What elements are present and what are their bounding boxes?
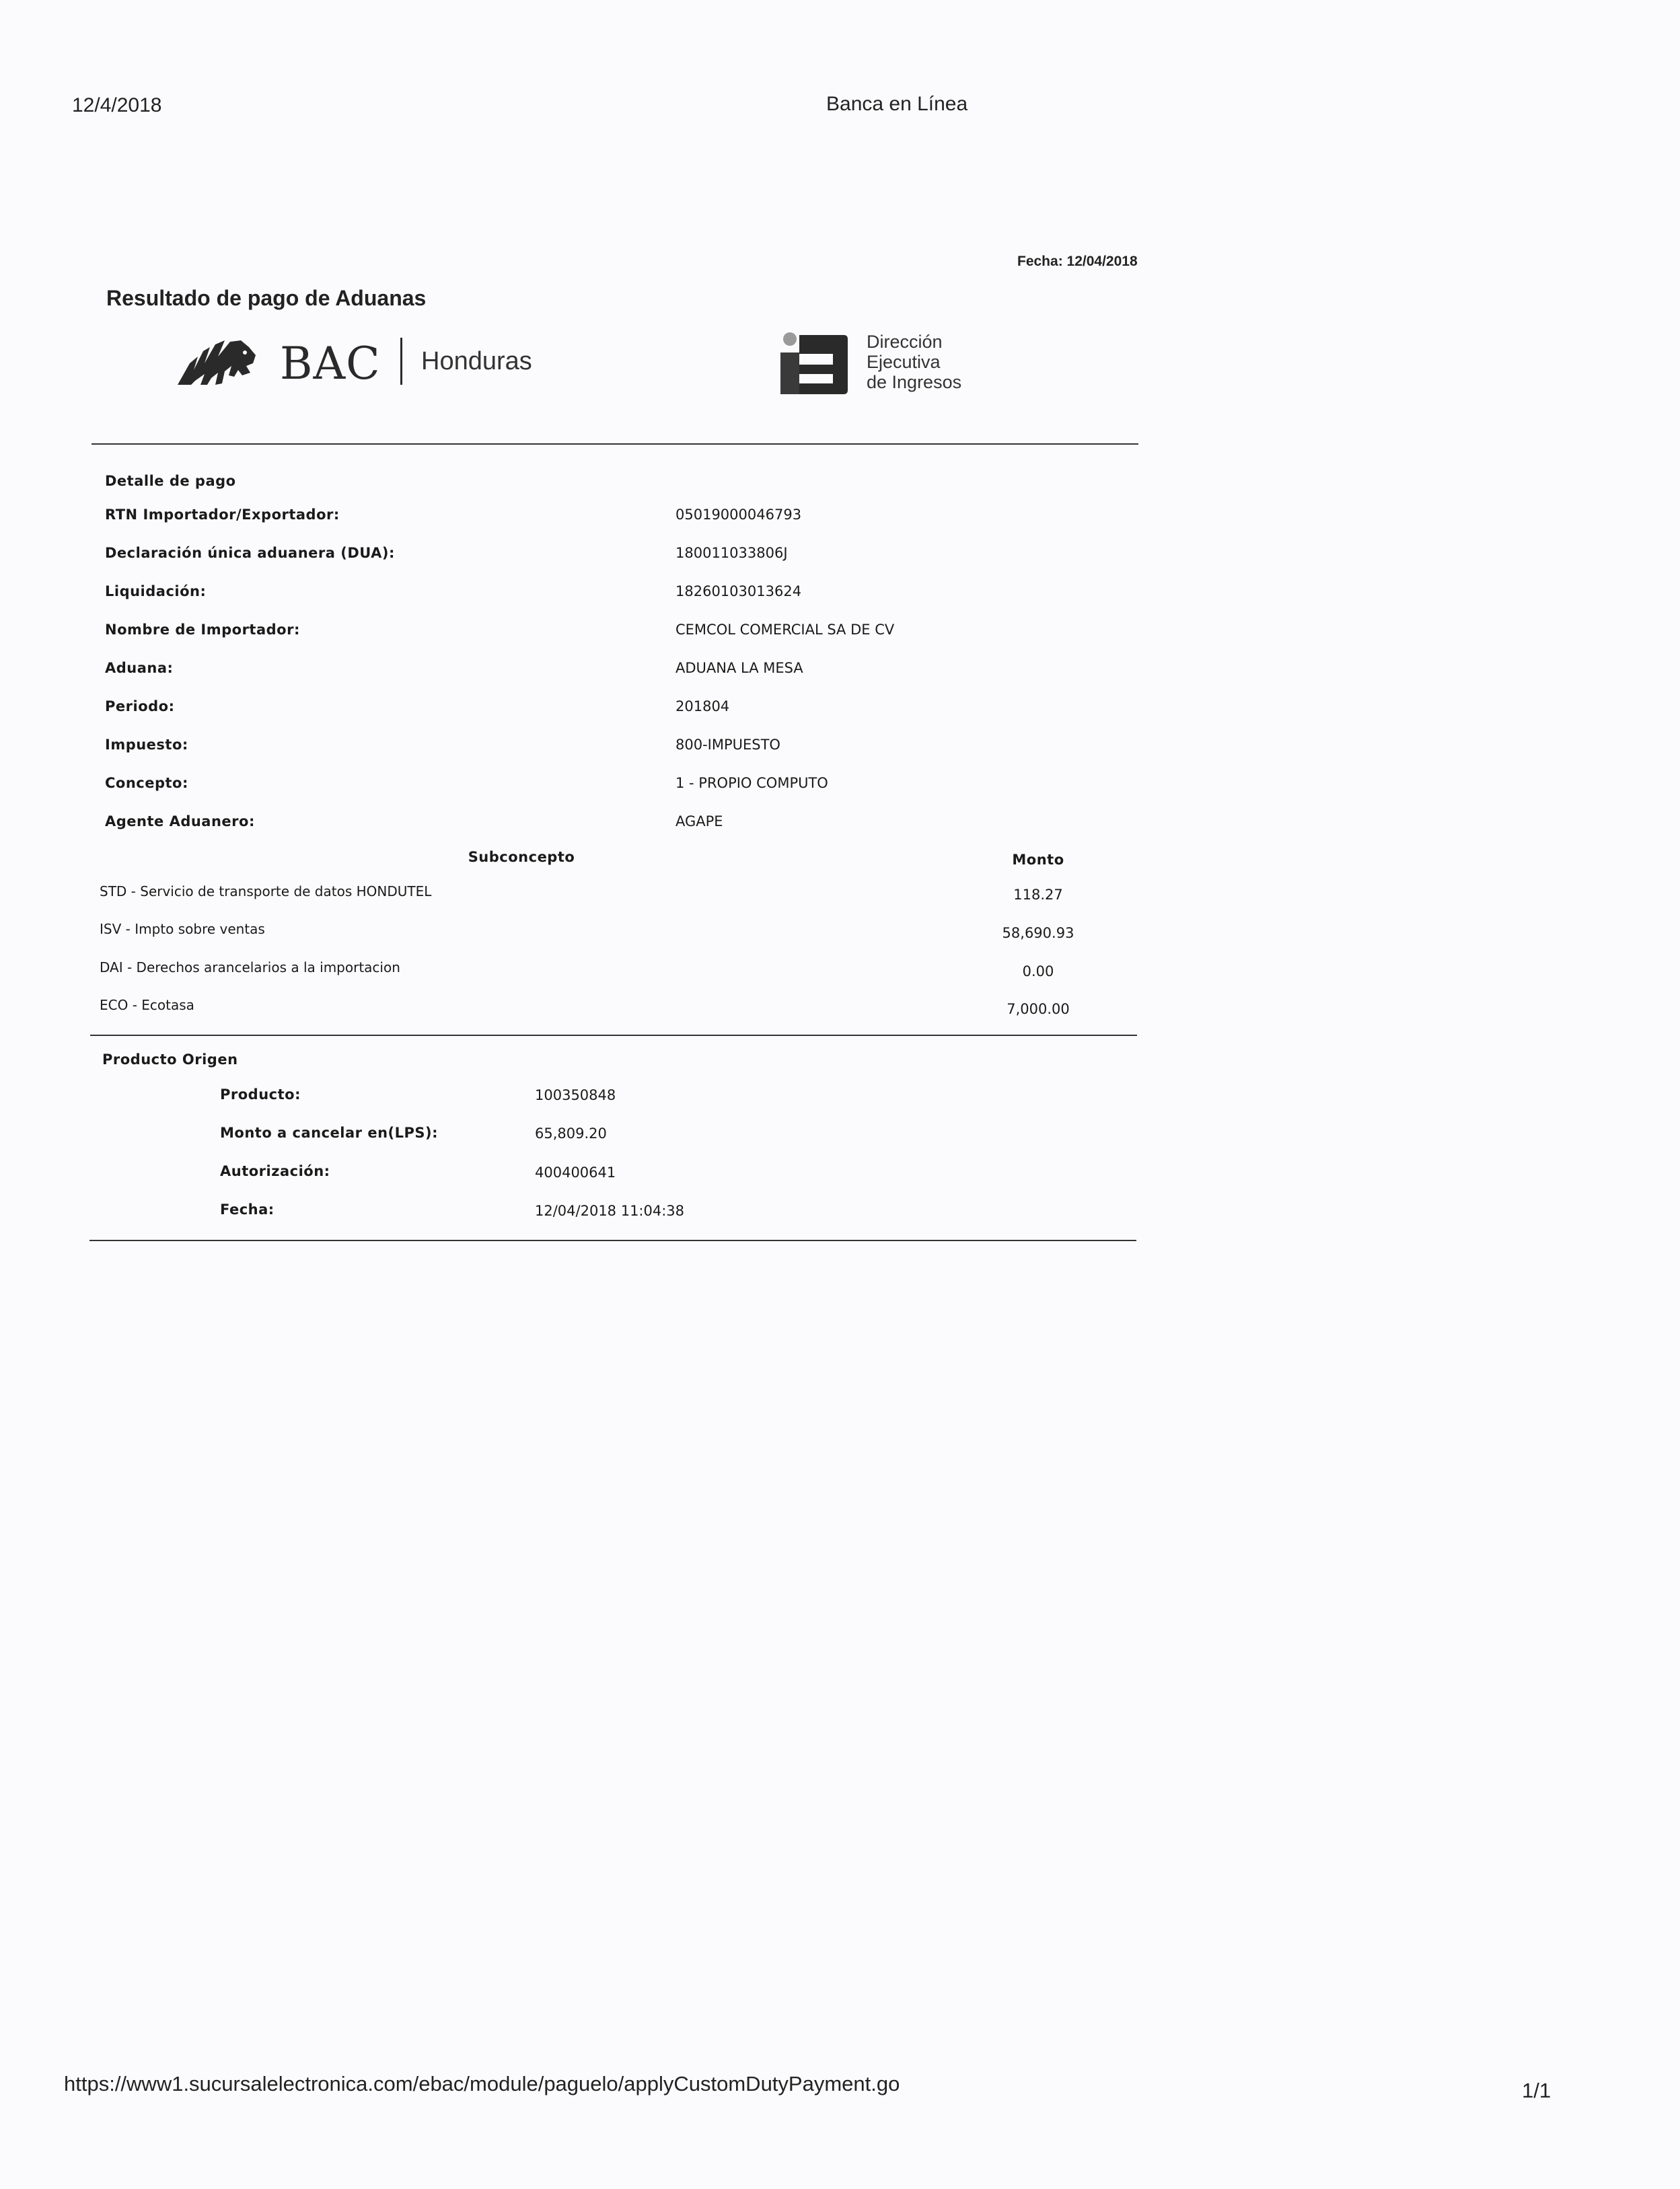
dei-line-1: Dirección (867, 332, 943, 352)
detalle-value: AGAPE (675, 813, 723, 829)
subconcepto-amount: 0.00 (1022, 963, 1054, 979)
detalle-heading: Detalle de pago (105, 473, 236, 489)
detalle-label: Agente Aduanero: (105, 813, 255, 829)
monto-header: Monto (1012, 852, 1064, 868)
detalle-value: CEMCOL COMERCIAL SA DE CV (675, 622, 895, 638)
subconcepto-name: ISV - Impto sobre ventas (100, 921, 265, 937)
detalle-value: 180011033806J (675, 545, 788, 561)
detalle-label: Nombre de Importador: (105, 622, 300, 638)
bac-wordmark: BAC (280, 338, 381, 389)
producto-label: Fecha: (220, 1201, 275, 1218)
dei-logo (779, 330, 994, 400)
subconcepto-amount: 58,690.93 (1002, 925, 1074, 941)
dei-emblem-icon (779, 330, 849, 397)
detalle-label: Concepto: (105, 775, 188, 791)
producto-heading: Producto Origen (102, 1051, 238, 1068)
detalle-label: Impuesto: (105, 737, 188, 753)
divider-middle (90, 1035, 1137, 1036)
logo-divider (400, 338, 402, 385)
detalle-value: 201804 (675, 698, 730, 714)
page-title: Resultado de pago de Aduanas (106, 286, 427, 310)
page-number: 1/1 (1522, 2079, 1551, 2102)
document-date: Fecha: 12/04/2018 (1017, 254, 1138, 269)
detalle-label: RTN Importador/Exportador: (105, 507, 340, 523)
producto-label: Monto a cancelar en(LPS): (220, 1125, 439, 1141)
subconcepto-name: ECO - Ecotasa (100, 997, 194, 1013)
producto-value: 400400641 (535, 1164, 616, 1181)
print-date: 12/4/2018 (72, 94, 162, 116)
bac-country: Honduras (421, 347, 532, 375)
print-url: https://www1.sucursalelectronica.com/ebac/module/paguelo/applyCustomDutyPayment.go (64, 2072, 900, 2095)
subconcepto-amount: 7,000.00 (1007, 1001, 1070, 1017)
detalle-label: Declaración única aduanera (DUA): (105, 545, 395, 561)
print-title: Banca en Línea (826, 93, 968, 115)
detalle-label: Periodo: (105, 698, 175, 714)
detalle-label: Aduana: (105, 660, 174, 676)
subconcepto-name: DAI - Derechos arancelarios a la importacion (100, 959, 400, 975)
dei-line-3: de Ingresos (867, 372, 962, 392)
detalle-value: 05019000046793 (675, 507, 802, 523)
lion-icon (175, 336, 258, 387)
dei-line-2: Ejecutiva (867, 352, 941, 372)
divider-top (92, 443, 1138, 445)
detalle-value: 800-IMPUESTO (675, 737, 780, 753)
subconcepto-header: Subconcepto (468, 849, 575, 865)
subconcepto-amount: 118.27 (1013, 887, 1063, 903)
detalle-label: Liquidación: (105, 583, 207, 599)
detalle-value: ADUANA LA MESA (675, 660, 803, 676)
detalle-value: 1 - PROPIO COMPUTO (675, 775, 828, 791)
divider-bottom (89, 1240, 1136, 1241)
producto-label: Producto: (220, 1086, 301, 1103)
producto-value: 65,809.20 (535, 1125, 607, 1142)
bac-logo (175, 335, 538, 389)
producto-value: 12/04/2018 11:04:38 (535, 1203, 685, 1219)
subconcepto-name: STD - Servicio de transporte de datos HONDUTEL (100, 883, 432, 899)
detalle-value: 18260103013624 (675, 583, 802, 599)
producto-value: 100350848 (535, 1087, 616, 1103)
dei-text (867, 332, 961, 392)
producto-label: Autorización: (220, 1163, 330, 1179)
